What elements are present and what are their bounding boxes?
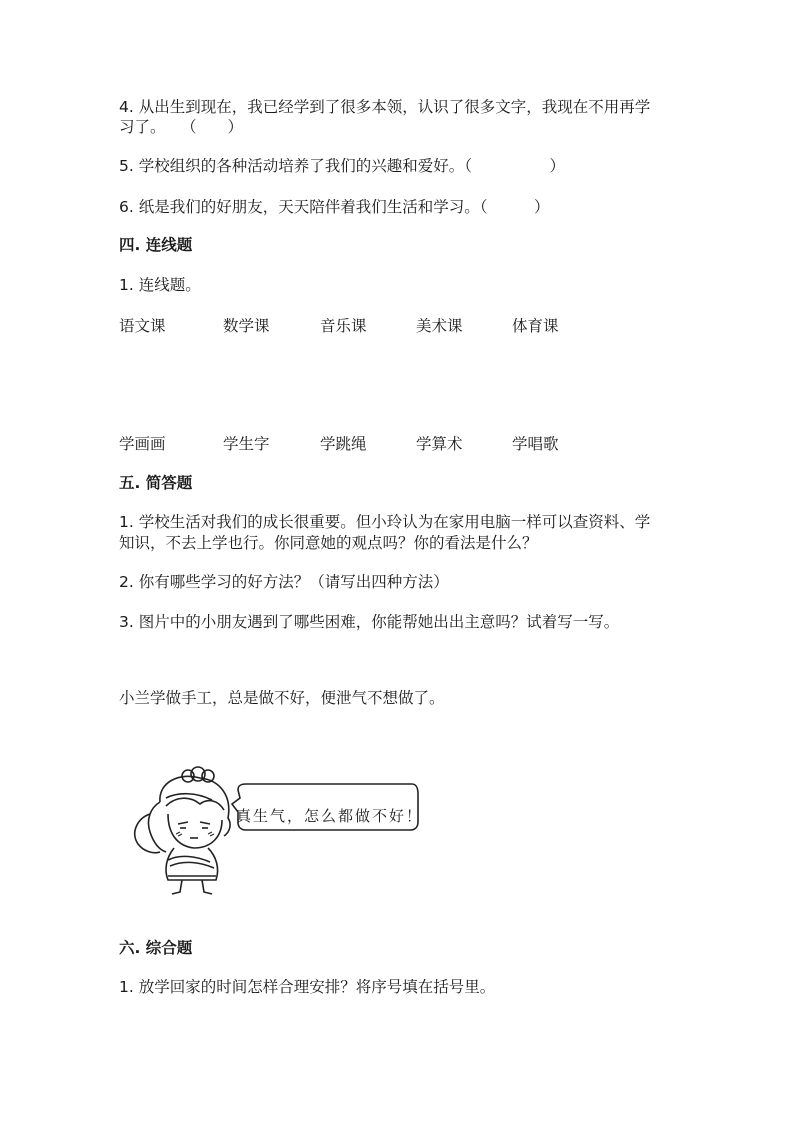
question-4-line-1: 4. 从出生到现在，我已经学到了很多本领，认识了很多文字，我现在不用再学 [119, 98, 651, 116]
matching-item-drawing[interactable]: 学画画 [119, 435, 166, 453]
matching-item-art-class[interactable]: 美术课 [416, 317, 463, 335]
question-6: 6. 纸是我们的好朋友，天天陪伴着我们生活和学习。（ ） [119, 198, 550, 216]
short-answer-1-line-1: 1. 学校生活对我们的成长很重要。但小玲认为在家用电脑一样可以查资料、学 [119, 513, 651, 531]
section-5-heading: 五. 简答题 [119, 474, 193, 492]
matching-item-chinese-class[interactable]: 语文课 [119, 317, 166, 335]
matching-item-singing[interactable]: 学唱歌 [512, 435, 559, 453]
scenario-text: 小兰学做手工，总是做不好，便泄气不想做了。 [119, 689, 445, 707]
speech-bubble-text: 真生气，怎么都做不好！ [236, 807, 424, 825]
matching-item-math-class[interactable]: 数学课 [223, 317, 270, 335]
matching-item-pe-class[interactable]: 体育课 [512, 317, 559, 335]
section-4-question-1: 1. 连线题。 [119, 276, 201, 294]
matching-item-jump-rope[interactable]: 学跳绳 [320, 435, 367, 453]
question-5: 5. 学校组织的各种活动培养了我们的兴趣和爱好。（ ） [119, 157, 565, 175]
matching-item-arithmetic[interactable]: 学算术 [416, 435, 463, 453]
upset-girl-illustration [120, 762, 420, 902]
section-6-heading: 六. 综合题 [119, 939, 193, 957]
short-answer-1-line-2: 知识，不去上学也行。你同意她的观点吗？你的看法是什么？ [119, 534, 538, 552]
question-4-line-2: 习了。 （ ） [119, 118, 244, 136]
short-answer-2: 2. 你有哪些学习的好方法？（请写出四种方法） [119, 573, 449, 591]
section-4-heading: 四. 连线题 [119, 236, 193, 254]
comprehensive-question-1: 1. 放学回家的时间怎样合理安排？将序号填在括号里。 [119, 978, 496, 996]
matching-item-characters[interactable]: 学生字 [223, 435, 270, 453]
short-answer-3: 3. 图片中的小朋友遇到了哪些困难，你能帮她出出主意吗？试着写一写。 [119, 613, 620, 631]
matching-item-music-class[interactable]: 音乐课 [320, 317, 367, 335]
